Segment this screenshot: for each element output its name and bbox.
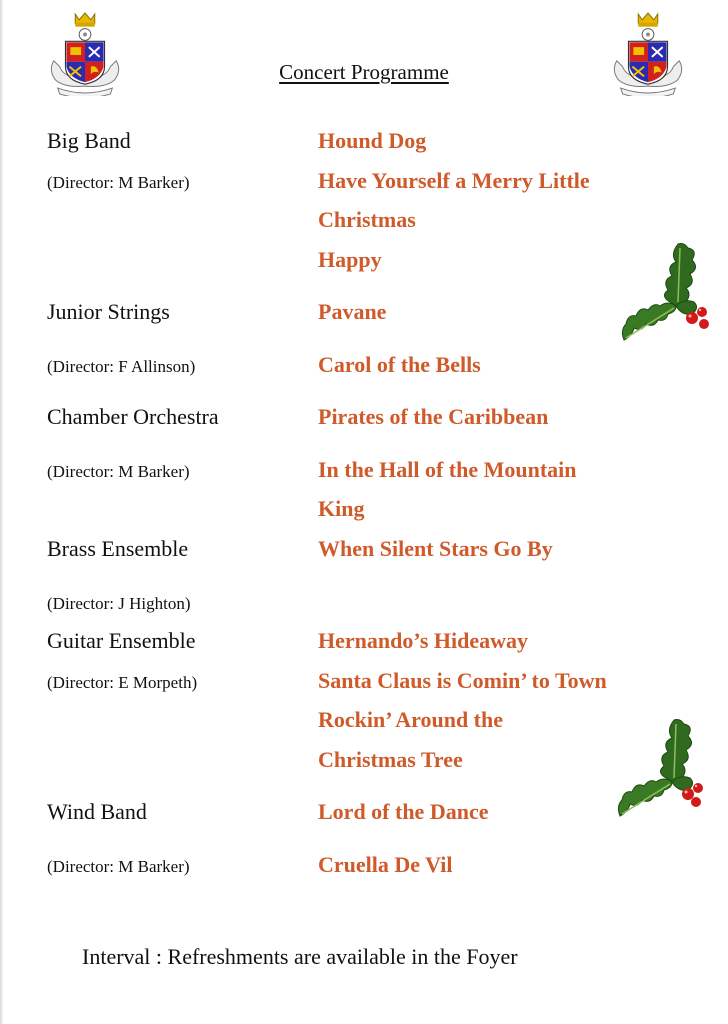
piece-title: Rockin’ Around the — [318, 707, 504, 732]
ensemble-name: Brass Ensemble — [47, 536, 189, 561]
piece-title: Hound Dog — [318, 128, 427, 153]
piece-title: Pirates of the Caribbean — [318, 404, 549, 429]
piece-title: Cruella De Vil — [318, 852, 453, 877]
piece-title: Have Yourself a Merry Little — [318, 168, 590, 193]
director-name: (Director: M Barker) — [47, 462, 190, 481]
director-name: (Director: J Highton) — [47, 594, 191, 613]
director-name: (Director: E Morpeth) — [47, 673, 198, 692]
piece-title: Pavane — [318, 299, 387, 324]
ensemble-name: Wind Band — [47, 799, 147, 824]
director-name: (Director: M Barker) — [47, 173, 190, 192]
piece-title: Santa Claus is Comin’ to Town — [318, 668, 607, 693]
interval-note: Interval : Refreshments are available in the Foyer — [82, 944, 518, 969]
page-edge-shadow — [0, 0, 3, 1024]
ensemble-name: Junior Strings — [47, 299, 170, 324]
director-name: (Director: F Allinson) — [47, 357, 196, 376]
piece-title: Carol of the Bells — [318, 352, 481, 377]
page-title: Concert Programme — [279, 60, 449, 84]
holly-icon — [620, 240, 712, 352]
piece-title: Christmas — [318, 207, 416, 232]
director-name: (Director: M Barker) — [47, 857, 190, 876]
ensemble-name: Big Band — [47, 128, 131, 153]
ensemble-name: Chamber Orchestra — [47, 404, 219, 429]
piece-title: King — [318, 496, 365, 521]
ensemble-name: Guitar Ensemble — [47, 628, 196, 653]
piece-title: Lord of the Dance — [318, 799, 489, 824]
holly-icon — [616, 716, 708, 828]
piece-title: Happy — [318, 247, 382, 272]
piece-title: When Silent Stars Go By — [318, 536, 553, 561]
piece-title: Christmas Tree — [318, 747, 463, 772]
piece-title: Hernando’s Hideaway — [318, 628, 529, 653]
piece-title: In the Hall of the Mountain — [318, 457, 577, 482]
